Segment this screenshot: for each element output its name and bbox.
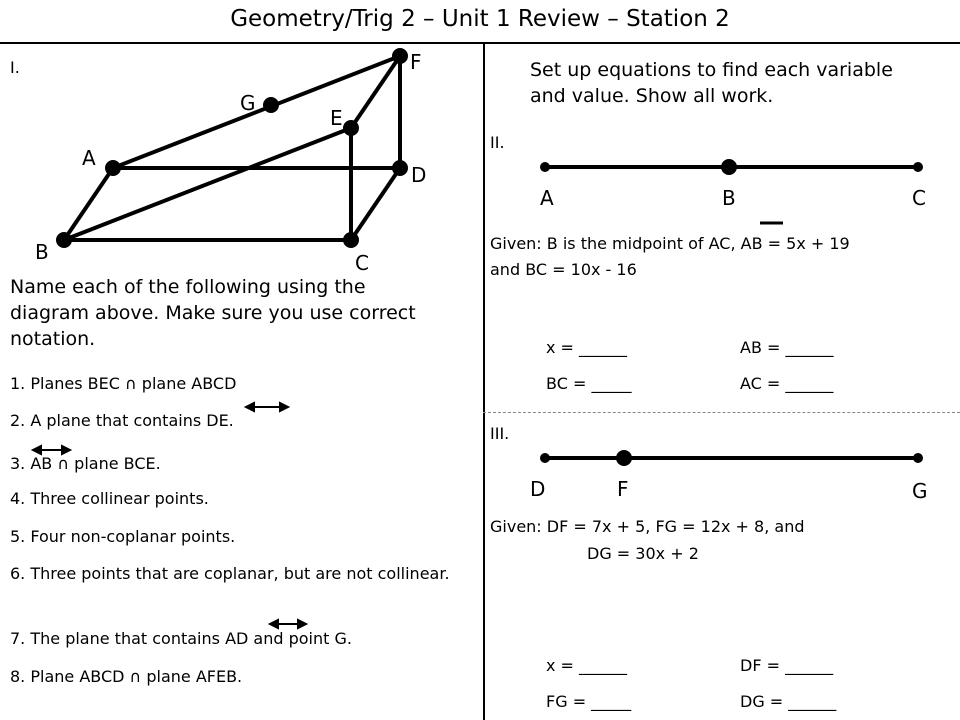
given-ii-line1: Given: B is the midpoint of AC, AB = 5x + 19 <box>490 234 850 253</box>
item-5: 5. Four non-coplanar points. <box>10 527 236 546</box>
item-7: 7. The plane that contains AD and point G. <box>10 629 352 648</box>
item-3: 3. AB ∩ plane BCE. <box>10 454 161 473</box>
label-b: B <box>35 240 49 264</box>
edge-a-f <box>113 56 400 168</box>
given-iii-line1: Given: DF = 7x + 5, FG = 12x + 8, and <box>490 517 805 536</box>
section-roman-2: II. <box>490 133 505 152</box>
item-4: 4. Three collinear points. <box>10 489 209 508</box>
point-d-iii <box>540 453 550 463</box>
section-roman-1: I. <box>10 58 20 77</box>
answer-x-ii: x = ______ <box>546 338 628 357</box>
label-b-ii: B <box>722 186 736 210</box>
instructions: Name each of the following using the diagram above. Make sure you use correct notation. <box>10 276 416 350</box>
label-c-ii: C <box>912 186 926 210</box>
item-8: 8. Plane ABCD ∩ plane AFEB. <box>10 667 243 686</box>
answer-bc: BC = _____ <box>546 374 632 393</box>
label-e: E <box>330 106 343 130</box>
label-f-iii: F <box>617 477 629 501</box>
point-b-ii <box>721 159 737 175</box>
point-b <box>56 232 72 248</box>
given-ii-line2: and BC = 10x - 16 <box>490 260 637 279</box>
page-title: Geometry/Trig 2 – Unit 1 Review – Station 2 <box>230 6 730 32</box>
label-g: G <box>240 91 256 115</box>
right-instructions: Set up equations to find each variable and value. Show all work. <box>530 59 893 107</box>
edge-d-c <box>351 168 400 240</box>
given-iii-line2: DG = 30x + 2 <box>587 544 699 563</box>
answer-fg: FG = _____ <box>546 692 632 711</box>
point-d <box>392 160 408 176</box>
item-6: 6. Three points that are coplanar, but are not collinear. <box>10 564 450 583</box>
label-a-ii: A <box>540 186 554 210</box>
point-f-iii <box>616 450 632 466</box>
answer-ab: AB = ______ <box>740 338 834 357</box>
label-d: D <box>411 163 427 187</box>
answer-ac: AC = ______ <box>740 374 834 393</box>
item-2: 2. A plane that contains DE. <box>10 411 234 430</box>
point-f <box>392 48 408 64</box>
section-roman-3: III. <box>490 424 510 443</box>
answer-dg: DG = ______ <box>740 692 837 711</box>
item-1: 1. Planes BEC ∩ plane ABCD <box>10 374 237 393</box>
label-f: F <box>410 50 422 74</box>
label-d-iii: D <box>530 477 546 501</box>
point-a <box>105 160 121 176</box>
answer-x-iii: x = ______ <box>546 656 628 675</box>
label-c: C <box>355 251 369 275</box>
answer-df: DF = ______ <box>740 656 834 675</box>
point-g <box>263 97 279 113</box>
point-c-ii <box>913 162 923 172</box>
label-g-iii: G <box>912 479 928 503</box>
point-g-iii <box>913 453 923 463</box>
edge-b-e <box>64 128 351 240</box>
point-c <box>343 232 359 248</box>
point-e <box>343 120 359 136</box>
label-a: A <box>82 146 96 170</box>
point-a-ii <box>540 162 550 172</box>
